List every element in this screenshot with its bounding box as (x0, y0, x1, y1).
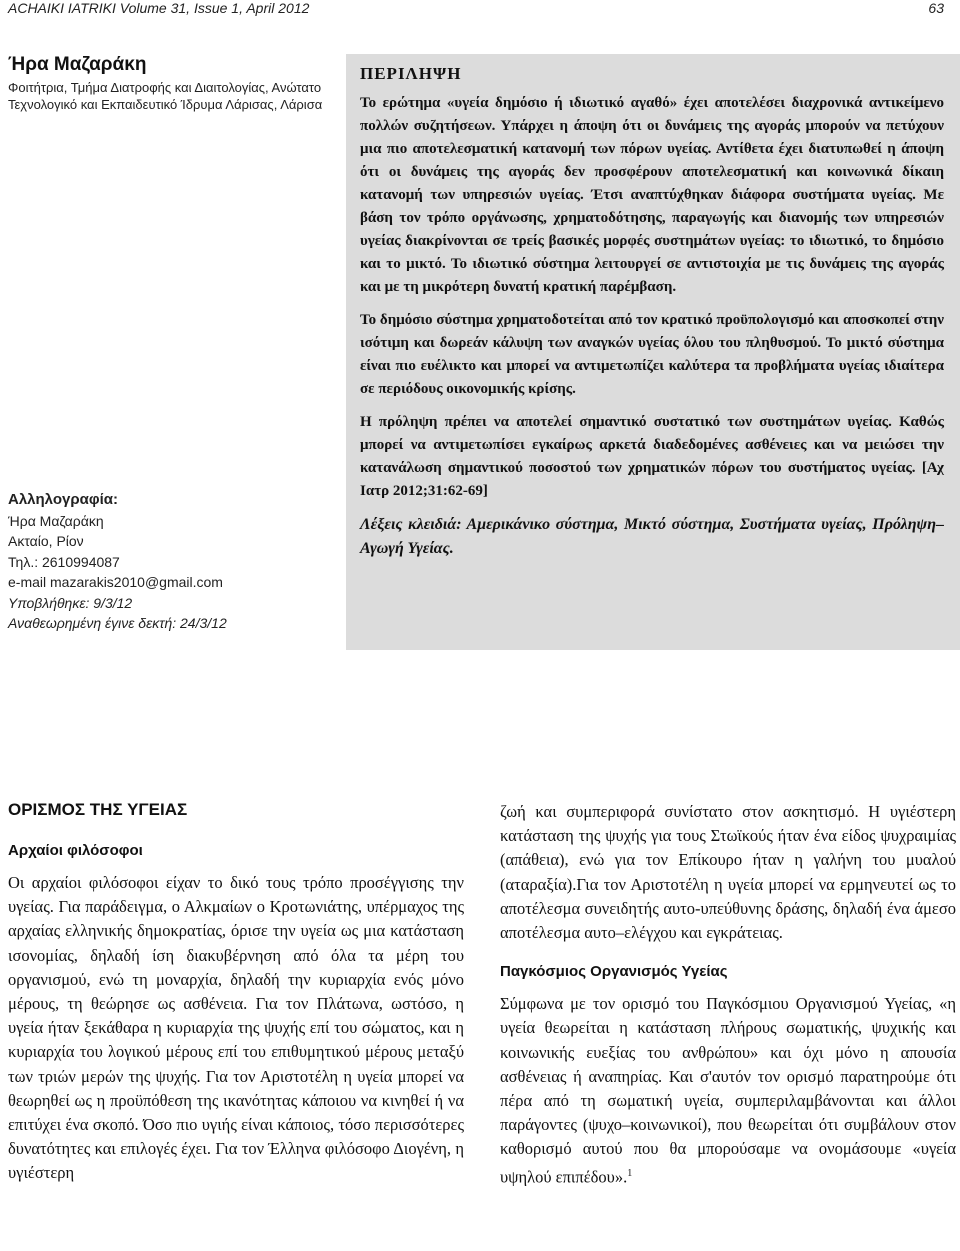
section-title: ΟΡΙΣΜΟΣ ΤΗΣ ΥΓΕΙΑΣ (8, 800, 188, 819)
journal-citation: ACHAIKI IATRIKI Volume 31, Issue 1, April 2012 (8, 0, 310, 16)
author-block (8, 54, 338, 113)
body-paragraph: Οι αρχαίοι φιλόσοφοι είχαν το δικό τους τρόπο προσέγγισης την υγείας. Για παράδειγμα, ο Αλκμαίων ο Κροτωνιάτης, υπέρμαχος της αρχαίας ελληνικής δημοκρατίας, όρισε την υγεία ως μια κατάσταση ισονομίας, δηλαδή ίση διακυβέρνηση από όλα τα μέρη του οργανισμού, ενώ τη μοναρχία, δηλαδή την κυριαρχία ενός μόνο μέρους, τη θεώρησε ως ασθένεια. Για τον Πλάτωνα, ωστόσο, η υγεία ήταν ξεκάθαρα η κυριαρχία της ψυχής επί του σώματος, και η κυριαρχία του λογικού μέρους επί του επιθυμητικού μέρους μεταξύ των τριών μερών της ψυχής. Για τον Αριστοτέλη η υγεία μπορεί να θεωρηθεί ως η προϋπόθεση της ικανότητας κάποιου να κινηθεί ή να επιτύχει ένα σκοπό. Όσο πιο υγιής είναι κάποιος, τόσο περισσότερες δυνατότητες και επιλογές έχει. Για τον Έλληνα φιλόσοφο Διογένη, η υγιέστερη (8, 873, 464, 1183)
body-paragraph (500, 992, 956, 1189)
body-paragraph: ζωή και συμπεριφορά συνίστατο στον ασκητισμό. Η υγιέστερη κατάσταση της ψυχής για τους Στωϊκούς ήταν ένα είδος ψυχραιμίας (απάθεια), ενώ για τον Επίκουρο ήταν η γαλήνη του μυαλού (αταραξία).Για τον Αριστοτέλη η υγεία μπορεί να ερμηνευτεί ως το αποτέλεσμα συνειδητής αυτο-υπεύθυνης δράσης, δηλαδή ένα άμεσο αποτέλεσμα αυτο–ελέγχου και εγκράτειας. (500, 802, 956, 943)
keywords: Λέξεις κλειδιά: Αμερικάνικο σύστημα, Μικτό σύστημα, Συστήματα υγείας, Πρόληψη–Αγωγή Υγείας. (360, 516, 944, 557)
correspondence-name: Ήρα Μαζαράκη (8, 512, 104, 529)
abstract-paragraph: Το ερώτημα «υγεία δημόσιο ή ιδιωτικό αγαθό» έχει αποτελέσει διαχρονικά αντικείμενο πολλών συζητήσεων. Υπάρχει η άποψη ότι οι δυνάμεις της αγοράς μπορούν να πετύχουν μια πιο αποτελεσματική κατανομή των πόρων υγείας. Αντίθετα έχει διατυπωθεί η άποψη ότι οι δυνάμεις της αγοράς δεν προσφέρουν αποτελεσματική και κοινωνικά δίκαιη κατανομή των υπηρεσιών υγείας. Έτσι αναπτύχθηκαν διάφορα συστήματα υγείας. Με βάση τον τρόπο οργάνωσης, χρηματοδότησης, παραγωγής και διανομής των υπηρεσιών υγείας διακρίνονται σε τρείς βασικές μορφές συστημάτων υγείας: το ιδιωτικό, το δημόσιο και το μικτό. Το ιδιωτικό σύστημα λειτουργεί σε αντιστοιχία με τις δυνάμεις της αγοράς και με τη μικρότερη δυνατή κρατική παρέμβαση. (360, 95, 944, 295)
subsection-title: Αρχαίοι φιλόσοφοι (8, 842, 143, 859)
accepted-date: Αναθεωρημένη έγινε δεκτή: 24/3/12 (8, 615, 227, 631)
subsection-title: Παγκόσμιος Οργανισμός Υγείας (500, 963, 728, 981)
correspondence-block (8, 490, 338, 634)
abstract-paragraph: Το δημόσιο σύστημα χρηματοδοτείται από τον κρατικό προϋπολογισμό και αποσκοπεί στην ισότιμη και δωρεάν κάλυψη των αναγκών υγείας όλου του πληθυσμού. Το μικτό σύστημα είναι πιο ευέλικτο και μπορεί να αντιμετωπίζει καλύτερα τα προβλήματα υγείας ιδιαίτερα σε περιόδους οικονομικής κρίσης. (360, 312, 944, 397)
page-header (0, 0, 960, 20)
author-affiliation: Φοιτήτρια, Τμήμα Διατροφής και Διαιτολογίας, Ανώτατο Τεχνολογικό και Εκπαιδευτικό Ίδρυμα Λάρισας, Λάρισα (8, 80, 323, 112)
footnote-ref: 1 (627, 1167, 633, 1179)
body-paragraph-text: Σύμφωνα με τον ορισμό του Παγκόσμιου Οργανισμού Υγείας, «η υγεία θεωρείται η κατάσταση πλήρους σωματικής, ψυχικής και κοινωνικής ευεξίας του ανθρώπου» και όχι μόνο η απουσία ασθένειας ή αναπηρίας. Και σ'αυτόν τον ορισμό παρατηρούμε ότι πέρα από τη σωματική υγεία, συμπεριλαμβάνονται και άλλοι παράγοντες (ψυχο–κοινωνικοί), που θεωρείται ότι συμβάλουν στον καθορισμό αυτού που θα μπορούσαμε να ονομάσουμε «υγεία υψηλού επιπέδου». (500, 994, 956, 1187)
body-column-left (8, 800, 464, 1186)
submitted-date: Υποβλήθηκε: 9/3/12 (8, 594, 133, 611)
correspondence-email[interactable]: e-mail mazarakis2010@gmail.com (8, 574, 223, 590)
abstract-paragraph: Η πρόληψη πρέπει να αποτελεί σημαντικό συστατικό των συστημάτων υγείας. Καθώς μπορεί να αντιμετωπίσει εγκαίρως αρκετά διαδεδομένες ασθένειες και να μειώσει την κατανάλωση σημαντικού ποσοστού των χρηματικών πόρων του συστήματος υγείας. [Αχ Ιατρ 2012;31:62-69] (360, 414, 944, 499)
abstract-heading: ΠΕΡΙΛΗΨΗ (360, 64, 462, 83)
page-number: 63 (928, 0, 944, 16)
abstract-box (346, 54, 960, 650)
correspondence-phone: Τηλ.: 2610994087 (8, 553, 120, 570)
author-name: Ήρα Μαζαράκη (8, 54, 147, 75)
correspondence-address: Ακταίο, Ρίον (8, 533, 84, 549)
correspondence-title: Αλληλογραφία: (8, 491, 118, 508)
body-column-right (500, 800, 956, 1189)
